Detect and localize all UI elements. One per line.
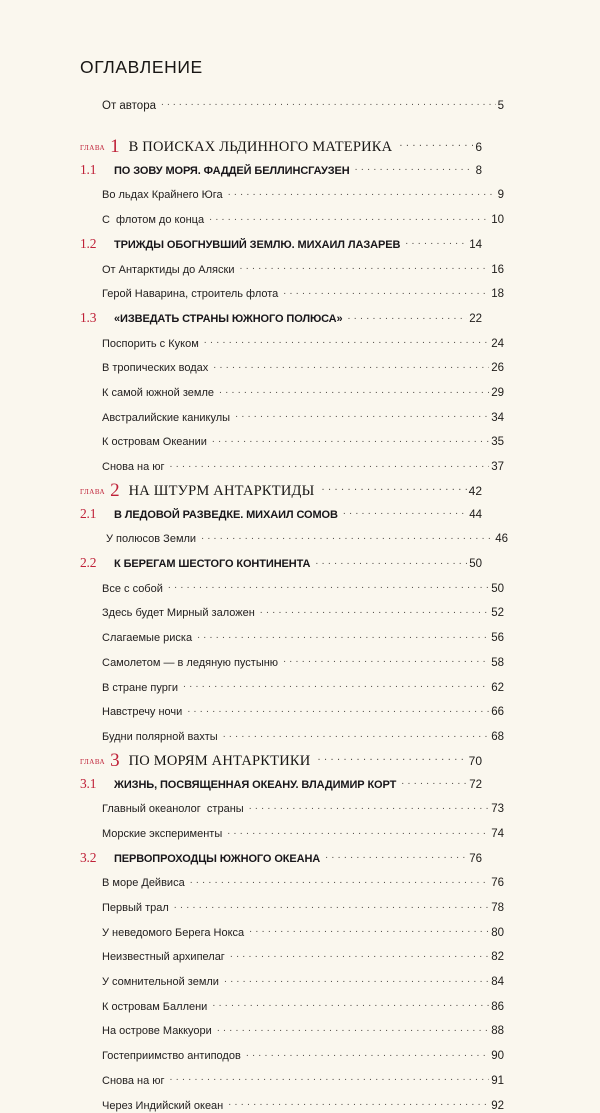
toc-entry-label: В море Дейвиса [102, 877, 185, 890]
dot-leader [321, 479, 466, 495]
dot-leader [209, 207, 489, 223]
dot-leader [170, 1068, 490, 1084]
page-number: 76 [469, 852, 482, 865]
toc-entry-label: Первый трал [102, 902, 169, 914]
dot-leader [204, 331, 489, 347]
toc-entry-label: Снова на юг [102, 461, 165, 473]
chapter-word-label: глава [80, 486, 106, 497]
dot-leader [168, 576, 489, 592]
page-number: 50 [469, 558, 482, 571]
toc-subentry-row[interactable] [80, 821, 504, 841]
section-number: 1.2 [80, 235, 97, 251]
chapter-title: НА ШТУРМ АНТАРКТИДЫ [128, 482, 315, 499]
page-number: 26 [491, 362, 504, 375]
toc-entry-label: Во льдах Крайнего Юга [102, 189, 223, 202]
page-number: 90 [491, 1050, 504, 1063]
page-number: 80 [491, 926, 504, 939]
toc-section-row[interactable] [80, 502, 482, 522]
toc-entry-label: Снова на юг [102, 1074, 165, 1087]
page-number: 86 [491, 1000, 504, 1013]
toc-entry-label: Навстречу ночи [102, 706, 183, 719]
dot-leader [212, 429, 489, 445]
toc-entry-label: На острове Маккуори [102, 1025, 212, 1038]
toc-subentry-row[interactable] [80, 1093, 504, 1113]
dot-leader [405, 232, 467, 248]
toc-subentry-row[interactable] [80, 1043, 504, 1063]
section-number: 2.2 [80, 555, 97, 571]
dot-leader [230, 944, 489, 960]
toc-entry-label: Здесь будет Мирный заложен [102, 607, 255, 620]
dot-leader [315, 551, 467, 567]
dot-leader [401, 772, 467, 788]
toc-entry-label: Слагаемые риска [102, 632, 193, 645]
dot-leader [249, 920, 489, 936]
toc-subentry-row[interactable] [80, 281, 504, 301]
page-number: 46 [495, 533, 508, 546]
toc-subentry-row[interactable] [80, 625, 504, 645]
dot-leader [283, 281, 489, 297]
section-number: 3.1 [80, 775, 97, 791]
dot-leader [219, 380, 489, 396]
toc-subentry-row[interactable] [80, 182, 504, 202]
dot-leader [355, 158, 474, 174]
toc-section-row[interactable] [80, 158, 482, 178]
dot-leader [174, 895, 489, 911]
toc-subentry-row[interactable] [80, 1018, 504, 1038]
section-title: В ЛЕДОВОЙ РАЗВЕДКЕ. МИХАИЛ СОМОВ [114, 508, 338, 521]
toc-frontmatter-row[interactable] [80, 93, 504, 113]
page-number: 16 [491, 263, 504, 276]
page-number: 34 [491, 411, 504, 424]
page-number: 66 [491, 706, 504, 719]
toc-entry-label: Самолетом — в ледяную пустыню [102, 656, 279, 669]
chapter-title: В ПОИСКАХ ЛЬДИННОГО МАТЕРИКА [128, 138, 393, 155]
toc-entry-label: Будни полярной вахты [102, 730, 218, 743]
page-number: 29 [491, 386, 504, 399]
toc-subentry-row[interactable] [80, 429, 504, 449]
page-number: 73 [491, 803, 504, 816]
section-number: 1.3 [80, 309, 97, 325]
page-number: 72 [469, 778, 482, 791]
toc-entry-label: Морские эксперименты [102, 827, 223, 840]
page-number: 78 [491, 902, 504, 914]
toc-entry-label: В тропических водах [102, 362, 209, 375]
page-number: 35 [491, 436, 504, 449]
page-number: 50 [491, 582, 504, 595]
page-number: 8 [475, 164, 482, 177]
page-number: 5 [497, 100, 504, 113]
dot-leader [217, 1018, 489, 1034]
dot-leader [283, 650, 489, 666]
page-title: ОГЛАВЛЕНИЕ [80, 57, 203, 77]
toc-subentry-row[interactable] [80, 454, 504, 474]
dot-leader [213, 355, 489, 371]
dot-leader [190, 870, 490, 886]
page-number: 52 [491, 607, 504, 620]
section-title: «ИЗВЕДАТЬ СТРАНЫ ЮЖНОГО ПОЛЮСА» [114, 312, 343, 325]
section-title: ПО ЗОВУ МОРЯ. ФАДДЕЙ БЕЛЛИНСГАУЗЕН [114, 164, 350, 177]
toc-entry-label: Гостеприимство антиподов [102, 1050, 241, 1063]
page-number: 42 [468, 483, 482, 498]
dot-leader [228, 182, 496, 198]
page-number: 9 [497, 189, 504, 202]
toc-entry-label: От Антарктиды до Аляски [102, 263, 235, 276]
dot-leader [246, 1043, 489, 1059]
toc-chapter-row[interactable] [80, 479, 482, 499]
page-number: 6 [475, 139, 482, 154]
toc-subentry-row[interactable] [80, 796, 504, 816]
page-number: 22 [469, 312, 482, 325]
toc-section-row[interactable] [80, 772, 482, 792]
toc-entry-label: Главный океанолог страны [102, 803, 244, 816]
toc-subentry-row[interactable] [80, 526, 508, 546]
page-number: 68 [491, 730, 504, 743]
chapter-word-label: глава [80, 142, 106, 153]
toc-subentry-row[interactable] [80, 355, 504, 375]
section-number: 1.1 [80, 161, 97, 177]
section-title: К БЕРЕГАМ ШЕСТОГО КОНТИНЕНТА [114, 558, 311, 571]
toc-entry-label: Герой Наварина, строитель флота [102, 288, 279, 301]
toc-subentry-row[interactable] [80, 699, 504, 719]
dot-leader [235, 405, 489, 421]
toc-subentry-row[interactable] [80, 331, 504, 351]
section-title: ТРИЖДЫ ОБОГНУВШИЙ ЗЕМЛЮ. МИХАИЛ ЛАЗАРЕВ [114, 238, 401, 251]
section-number: 2.1 [80, 505, 97, 521]
toc-section-row[interactable] [80, 232, 482, 252]
toc-subentry-row[interactable] [80, 724, 504, 744]
page-number: 91 [491, 1074, 504, 1087]
toc-subentry-row[interactable] [80, 576, 504, 596]
page-number: 44 [469, 508, 482, 521]
toc-subentry-row[interactable] [80, 920, 504, 940]
page-number: 10 [491, 214, 504, 227]
dot-leader [227, 821, 489, 837]
page-number: 88 [491, 1025, 504, 1038]
page-number: 14 [469, 238, 482, 251]
toc-subentry-row[interactable] [80, 895, 504, 915]
page-number: 24 [491, 337, 504, 350]
dot-leader [228, 1093, 489, 1109]
toc-subentry-row[interactable] [80, 650, 504, 670]
page-number: 56 [491, 632, 504, 645]
toc-subentry-row[interactable] [80, 994, 504, 1014]
toc-subentry-row[interactable] [80, 380, 504, 400]
toc-entry-label: К самой южной земле [102, 386, 214, 399]
dot-leader [201, 526, 493, 542]
toc-subentry-row[interactable] [80, 944, 504, 964]
toc-entry-label: От автора [102, 100, 156, 113]
page-number: 70 [468, 753, 482, 768]
section-title: ПЕРВОПРОХОДЦЫ ЮЖНОГО ОКЕАНА [114, 852, 321, 865]
dot-leader [317, 749, 466, 765]
toc-subentry-row[interactable] [80, 675, 504, 695]
toc-chapter-row[interactable] [80, 749, 482, 769]
toc-entry-label: Все с собой [102, 582, 163, 595]
page-number: 62 [491, 681, 504, 694]
dot-leader [212, 994, 489, 1010]
dot-leader [325, 846, 467, 862]
page-number: 18 [491, 288, 504, 301]
page-number: 37 [491, 461, 504, 473]
toc-entry-label: В стране пурги [102, 681, 179, 694]
section-number: 3.2 [80, 849, 97, 865]
toc-subentry-row[interactable] [80, 405, 504, 425]
toc-entry-label: Через Индийский океан [102, 1099, 224, 1112]
toc-entry-label: С флотом до конца [102, 214, 205, 227]
dot-leader [223, 724, 490, 740]
dot-leader [197, 625, 489, 641]
toc-entry-list [80, 93, 508, 1112]
dot-leader [161, 93, 496, 109]
table-of-contents [80, 57, 508, 1113]
dot-leader [224, 969, 489, 985]
dot-leader [399, 135, 473, 151]
toc-entry-label: К островам Океании [102, 436, 207, 449]
page-number: 74 [491, 827, 504, 840]
toc-entry-label: У неведомого Берега Нокса [102, 926, 245, 939]
toc-entry-label: У сомнительной земли [102, 976, 219, 989]
toc-subentry-row[interactable] [80, 600, 504, 620]
chapter-number: 1 [110, 135, 120, 157]
chapter-number: 3 [110, 749, 120, 771]
page-number: 76 [491, 877, 504, 890]
dot-leader [343, 502, 467, 518]
page-number: 82 [491, 951, 504, 964]
chapter-number: 2 [110, 479, 120, 501]
toc-subentry-row[interactable] [80, 870, 504, 890]
toc-entry-label: У полюсов Земли [106, 533, 197, 546]
chapter-title: ПО МОРЯМ АНТАРКТИКИ [128, 752, 311, 769]
toc-entry-label: Поспорить с Куком [102, 337, 199, 350]
page-number: 84 [491, 976, 504, 989]
toc-entry-label: К островам Баллени [102, 1000, 208, 1013]
chapter-word-label: глава [80, 756, 106, 767]
toc-subentry-row[interactable] [80, 1068, 504, 1088]
dot-leader [348, 306, 468, 322]
toc-entry-label: Австралийские каникулы [102, 411, 231, 424]
toc-subentry-row[interactable] [80, 207, 504, 227]
toc-section-row[interactable] [80, 306, 482, 326]
toc-section-row[interactable] [80, 846, 482, 866]
dot-leader [170, 454, 490, 470]
toc-section-row[interactable] [80, 551, 482, 571]
page-number: 92 [491, 1099, 504, 1112]
toc-subentry-row[interactable] [80, 969, 504, 989]
dot-leader [239, 257, 489, 273]
section-title: ЖИЗНЬ, ПОСВЯЩЕННАЯ ОКЕАНУ. ВЛАДИМИР КОРТ [114, 778, 397, 791]
page-number: 58 [491, 656, 504, 669]
dot-leader [183, 675, 489, 691]
dot-leader [260, 600, 489, 616]
toc-entry-label: Неизвестный архипелаг [102, 951, 225, 964]
dot-leader [187, 699, 489, 715]
toc-chapter-row[interactable] [80, 135, 482, 155]
toc-subentry-row[interactable] [80, 257, 504, 277]
